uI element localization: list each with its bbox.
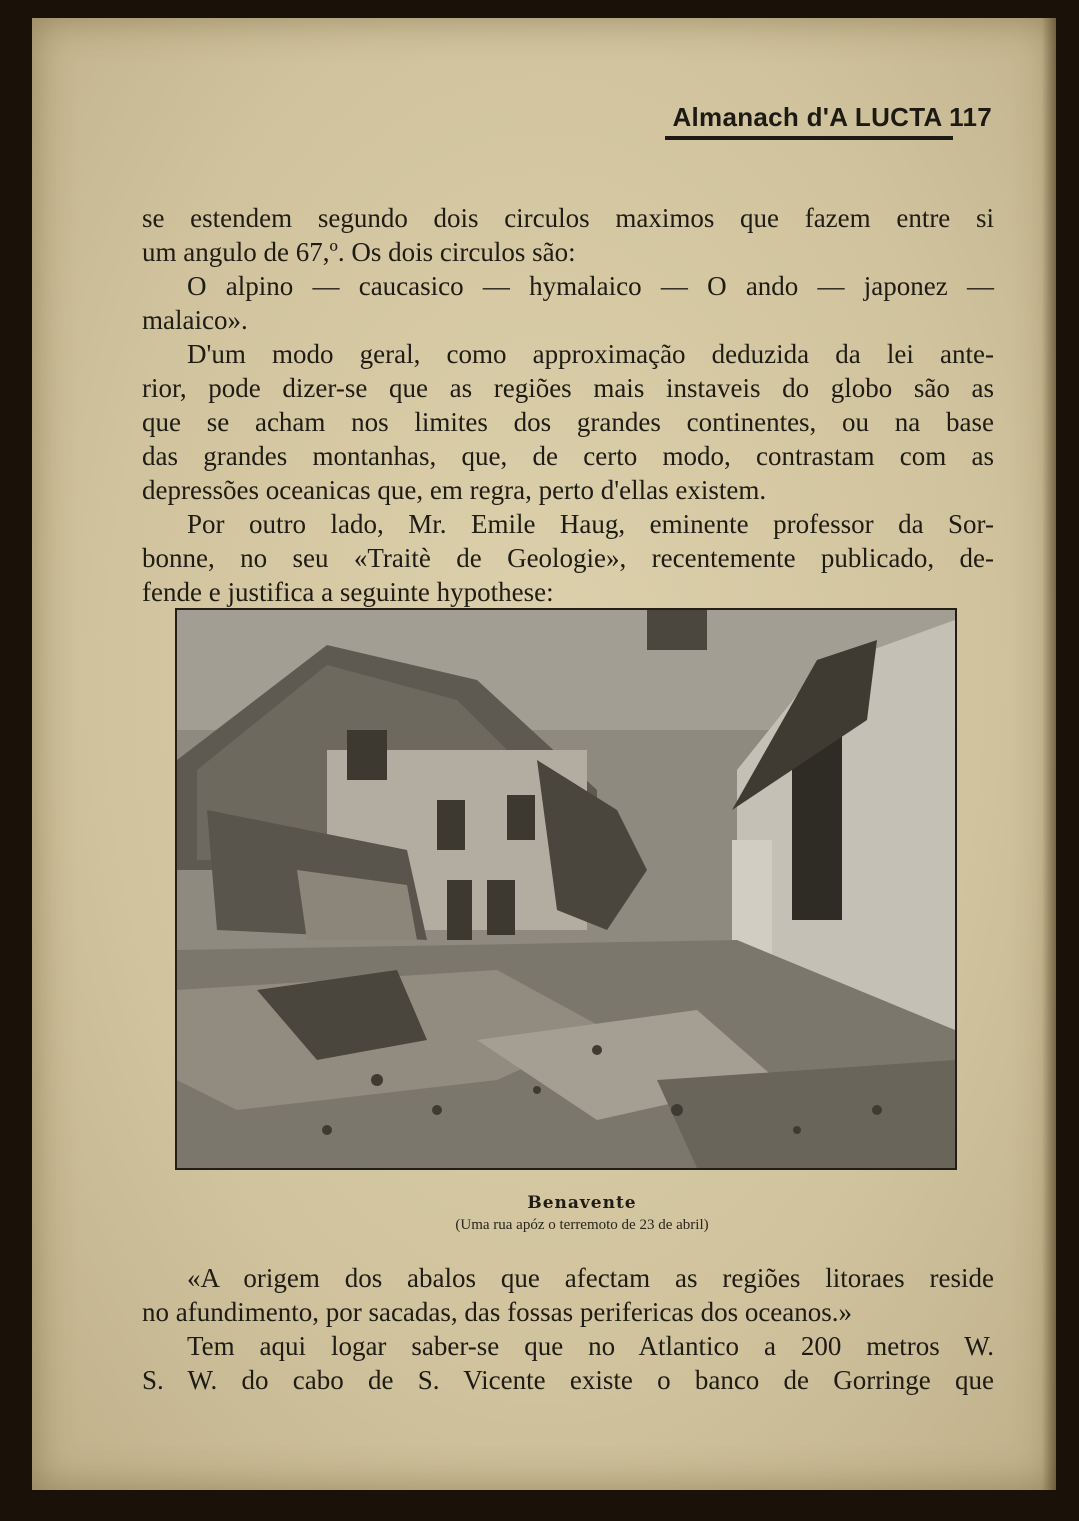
text-line: das grandes montanhas, que, de certo modo, contrastam com as xyxy=(142,441,994,471)
photograph-ruined-street xyxy=(175,608,957,1170)
text-line: um angulo de 67,º. Os dois circulos são: xyxy=(142,237,576,267)
text-line: bonne, no seu «Traitè de Geologie», recentemente publicado, de- xyxy=(142,543,994,573)
header-rule xyxy=(665,136,953,140)
running-head: Almanach d'A LUCTA 117 xyxy=(672,102,992,132)
text-line: Por outro lado, Mr. Emile Haug, eminente professor da Sor- xyxy=(187,509,994,539)
figure-caption-subtitle: (Uma rua apóz o terremoto de 23 de abril) xyxy=(455,1217,709,1233)
text-line: D'um modo geral, como approximação deduzida da lei ante- xyxy=(187,339,994,369)
paragraph-bottom xyxy=(142,1261,994,1397)
text-line: depressões oceanicas que, em regra, perto d'ellas existem. xyxy=(142,475,767,505)
text-line: no afundimento, por sacadas, das fossas perifericas dos oceanos.» xyxy=(142,1297,853,1327)
text-line: malaico». xyxy=(142,305,248,335)
text-line: S. W. do cabo de S. Vicente existe o banco de Gorringe que xyxy=(142,1365,994,1395)
text-line: fende e justifica a seguinte hypothese: xyxy=(142,577,554,607)
figure-caption-title: Benavente xyxy=(527,1193,637,1213)
text-line: rior, pode dizer-se que as regiões mais instaveis do globo são as xyxy=(142,373,994,403)
paragraph-top xyxy=(142,201,994,609)
text-line: Tem aqui logar saber-se que no Atlantico a 200 metros W. xyxy=(187,1331,994,1361)
text-line: que se acham nos limites dos grandes continentes, ou na base xyxy=(142,407,994,437)
page-edge-shadow xyxy=(1042,18,1056,1490)
text-line: «A origem dos abalos que afectam as regiões litoraes reside xyxy=(187,1263,994,1293)
text-line: O alpino — caucasico — hymalaico — O ando — japonez — xyxy=(187,271,994,301)
book-page xyxy=(32,18,1056,1490)
text-line: se estendem segundo dois circulos maximos que fazem entre si xyxy=(142,203,994,233)
